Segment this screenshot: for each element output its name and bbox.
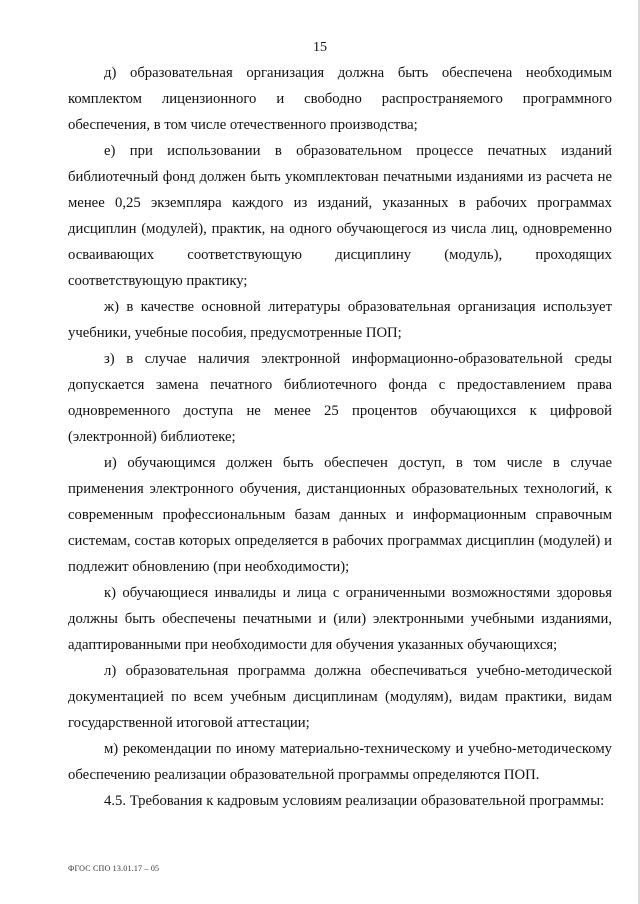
paragraph-zh: ж) в качестве основной литературы образовательная организация использует учебники, учебные пособия, предусмотренные ПОП; [68, 299, 612, 341]
paragraph-z: з) в случае наличия электронной информационно-образовательной среды допускается замена печатного библиотечного фонда с предоставлением права одновременного доступа не менее 25 процентов обучающихся к цифровой (электронной) библиотеке; [68, 351, 612, 445]
paragraph-i: и) обучающимся должен быть обеспечен доступ, в том числе в случае применения электронного обучения, дистанционных образовательных технологий, к современным профессиональным базам данных и информационным справочным системам, состав которых определяется в рабочих программах дисциплин (модулей) и подлежит обновлению (при необходимости); [68, 455, 612, 575]
paragraph-m: м) рекомендации по иному материально-техническому и учебно-методическому обеспечению реализации образовательной программы определяются ПОП. [68, 741, 612, 783]
page-number: 15 [313, 40, 327, 55]
paragraph-k: к) обучающиеся инвалиды и лица с ограниченными возможностями здоровья должны быть обеспечены печатными и (или) электронными учебными изданиями, адаптированными при необходимости для обучения указанных обучающихся; [68, 585, 612, 653]
paragraph-e: е) при использовании в образовательном процессе печатных изданий библиотечный фонд должен быть укомплектован печатными изданиями из расчета не менее 0,25 экземпляра каждого из изданий, указанных в рабочих программах дисциплин (модулей), практик, на одного обучающегося из числа лиц, одновременно осваивающих соответствующую дисциплину (модуль), проходящих соответствующую практику; [68, 143, 612, 289]
section-heading-4-5: 4.5. Требования к кадровым условиям реализации образовательной программы: [104, 793, 605, 809]
paragraph-l: л) образовательная программа должна обеспечиваться учебно-методической документацией по всем учебным дисциплинам (модулям), видам практики, видам государственной итоговой аттестации; [68, 663, 612, 731]
paragraph-d: д) образовательная организация должна быть обеспечена необходимым комплектом лицензионного и свободно распространяемого программного обеспечения, в том числе отечественного производства; [68, 65, 612, 133]
document-body [68, 60, 612, 814]
document-footer: ФГОС СПО 13.01.17 – 05 [68, 864, 160, 873]
